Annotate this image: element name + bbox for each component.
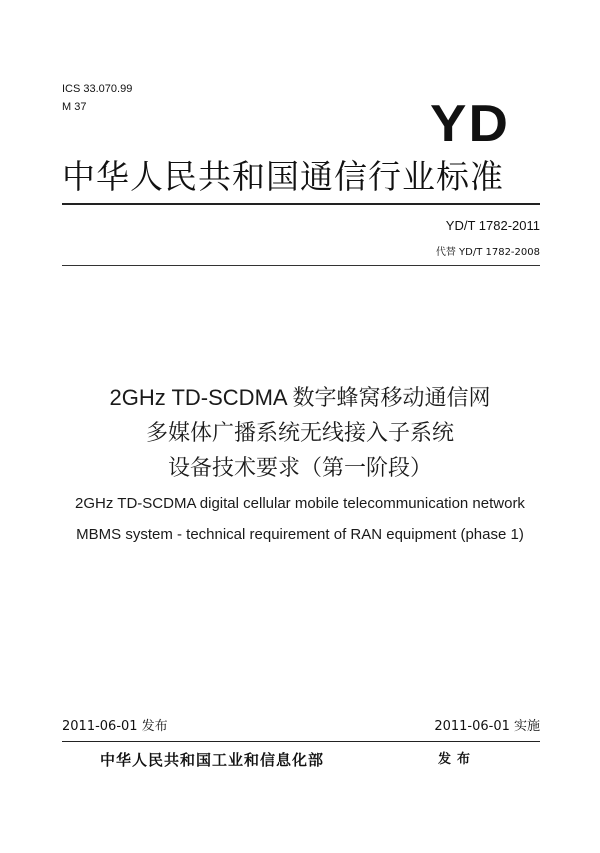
implementation-date: 2011-06-01 实施 (434, 719, 540, 734)
ics-code: ICS 33.070.99 (62, 83, 133, 95)
replaces-standard: 代替 YD/T 1782-2008 (435, 247, 540, 258)
ccs-code: M 37 (62, 101, 87, 113)
issue-date: 2011-06-01 发布 (62, 719, 168, 734)
chinese-title-line-2: 多媒体广播系统无线接入子系统 (145, 421, 454, 446)
bottom-divider (62, 741, 540, 742)
yd-logo: YD (430, 95, 511, 153)
chinese-title-line-3: 设备技术要求（第一阶段） (167, 456, 432, 481)
chinese-title-line-1: 2GHz TD-SCDMA 数字蜂窝移动通信网 (109, 385, 491, 410)
standard-number: YD/T 1782-2011 (445, 218, 540, 233)
english-title-line-1: 2GHz TD-SCDMA digital cellular mobile telecommunication network (75, 495, 525, 512)
publish-label: 发布 (438, 752, 477, 767)
top-divider (62, 203, 540, 205)
english-title-line-2: MBMS system - technical requirement of RAN equipment (phase 1) (76, 526, 524, 543)
middle-divider (62, 265, 540, 266)
standard-category-title: 中华人民共和国通信行业标准 (62, 157, 504, 196)
publisher-name: 中华人民共和国工业和信息化部 (100, 751, 325, 769)
